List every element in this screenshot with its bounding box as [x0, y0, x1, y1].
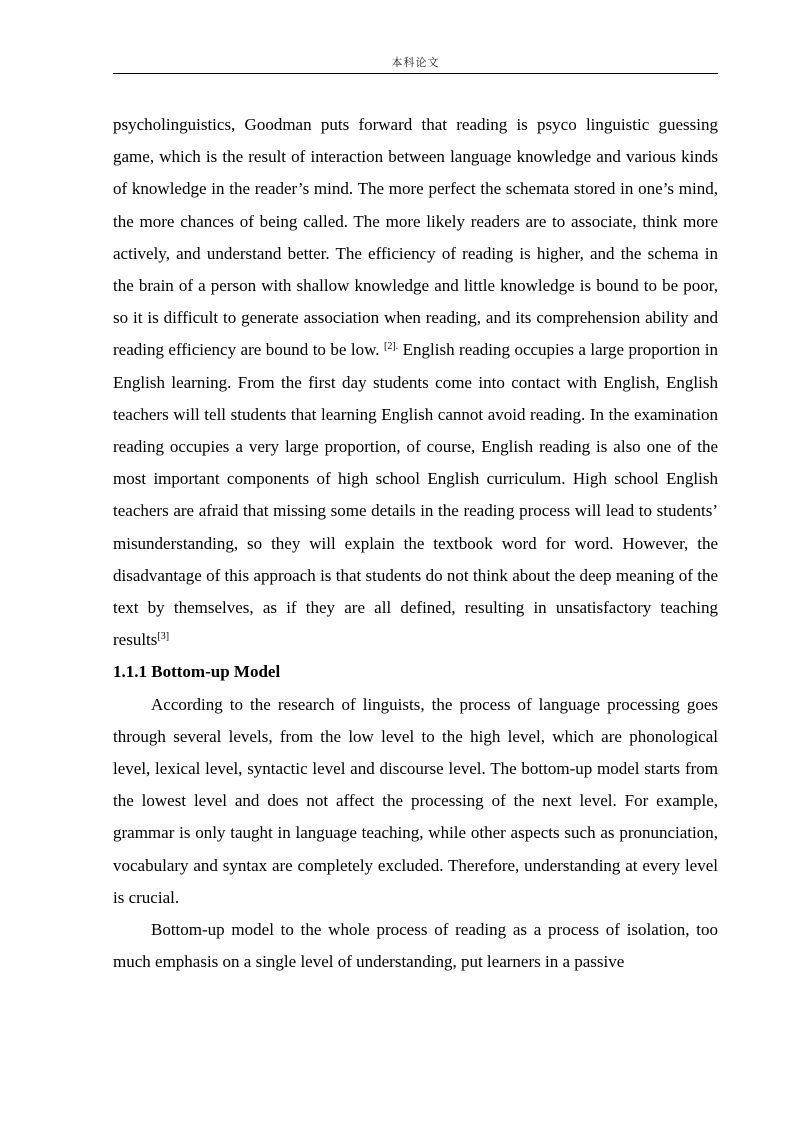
page-header: 本科论文 — [391, 57, 440, 69]
body-paragraph: According to the research of linguists, the process of language processing goes through several levels, from the low level to the high level, which are phonological level, lexical level, syntactic level and discourse level. The bottom-up model starts from the lowest level and does not affect the processing of the next level. For example, grammar is only taught in language teaching, while other aspects such as pronunciation, vocabulary and syntax are completely excluded. Therefore, understanding at every level is crucial. — [113, 694, 718, 907]
header-divider — [113, 73, 718, 74]
document-body — [113, 109, 718, 978]
paragraph-text: psycholinguistics, Goodman puts forward that reading is psyco linguistic guessing game, which is the result of interaction between language knowledge and various kinds of knowledge in the reader’s mind. The more perfect the schemata stored in one’s mind, the more chances of being called. The more likely readers are to associate, think more actively, and understand better. The efficiency of reading is higher, and the schema in the brain of a person with shallow knowledge and little knowledge is bound to be poor, so it is difficult to generate association when reading, and its comprehension ability and reading efficiency are bound to be low. — [113, 115, 718, 360]
body-paragraph — [113, 109, 718, 656]
citation-ref: [2]. — [384, 341, 399, 353]
paragraph-text: English reading occupies a large proportion in English learning. From the first day students come into contact with English, English teachers will tell students that learning English cannot avoid reading. In the examination reading occupies a very large proportion, of course, English reading is also one of the most important components of high school English curriculum. High school English teachers are afraid that missing some details in the reading process will lead to students’ misunderstanding, so they will explain the textbook word for word. However, the disadvantage of this approach is that students do not think about the deep meaning of the text by themselves, as if they are all defined, resulting in unsatisfactory teaching results — [113, 340, 718, 650]
section-heading: 1.1.1 Bottom-up Model — [113, 662, 281, 682]
citation-ref: [3] — [157, 631, 170, 643]
body-paragraph: Bottom-up model to the whole process of reading as a process of isolation, too much emphasis on a single level of understanding, put learners in a passive — [113, 920, 718, 972]
